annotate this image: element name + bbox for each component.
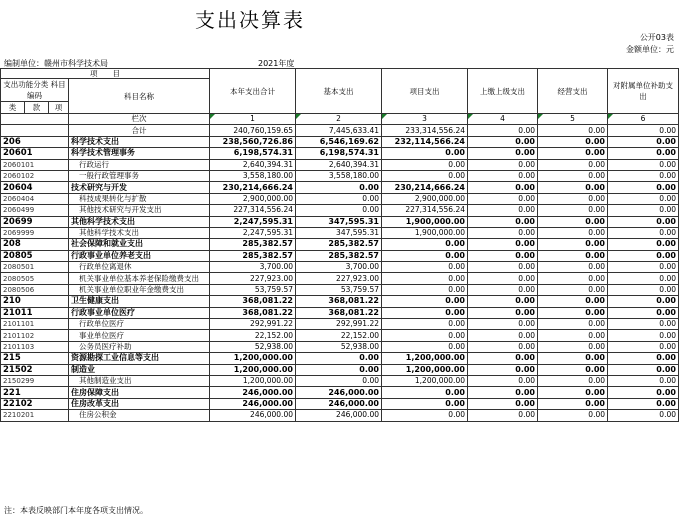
form-number: 公开03表 <box>639 33 674 42</box>
row-name: 其他制造业支出 <box>69 375 210 386</box>
sum-project: 233,314,556.24 <box>382 125 468 136</box>
row-total: 2,247,595.31 <box>210 227 296 238</box>
row-project: 0.00 <box>382 319 468 330</box>
row-upper: 0.00 <box>468 262 538 273</box>
row-name: 行政单位离退休 <box>69 262 210 273</box>
row-project: 0.00 <box>382 296 468 307</box>
row-project: 0.00 <box>382 387 468 398</box>
row-subsidy: 0.00 <box>608 341 679 352</box>
row-basic: 52,938.00 <box>296 341 382 352</box>
row-code: 20601 <box>1 148 69 159</box>
row-subsidy: 0.00 <box>608 375 679 386</box>
row-code: 2060101 <box>1 159 69 170</box>
row-business: 0.00 <box>538 182 608 193</box>
row-business: 0.00 <box>538 239 608 250</box>
row-code: 20805 <box>1 250 69 261</box>
row-basic: 347,595.31 <box>296 227 382 238</box>
colnum-6: 6 <box>608 114 679 125</box>
amount-unit: 金额单位：元 <box>626 45 674 54</box>
row-total: 1,200,000.00 <box>210 353 296 364</box>
row-code: 2210201 <box>1 410 69 421</box>
row-total: 246,000.00 <box>210 387 296 398</box>
row-business: 0.00 <box>538 250 608 261</box>
row-subsidy: 0.00 <box>608 205 679 216</box>
row-upper: 0.00 <box>468 353 538 364</box>
row-total: 53,759.57 <box>210 284 296 295</box>
row-project: 232,114,566.24 <box>382 136 468 147</box>
table-row <box>1 227 679 238</box>
row-business: 0.00 <box>538 284 608 295</box>
row-name: 住房公积金 <box>69 410 210 421</box>
row-upper: 0.00 <box>468 398 538 409</box>
table-row <box>1 170 679 181</box>
row-subsidy: 0.00 <box>608 239 679 250</box>
row-upper: 0.00 <box>468 375 538 386</box>
row-upper: 0.00 <box>468 148 538 159</box>
row-basic: 292,991.22 <box>296 319 382 330</box>
code-header: 支出功能分类 科目编码 <box>1 79 69 102</box>
row-basic: 0.00 <box>296 353 382 364</box>
row-basic: 227,923.00 <box>296 273 382 284</box>
row-business: 0.00 <box>538 387 608 398</box>
table-row <box>1 364 679 375</box>
row-basic: 0.00 <box>296 205 382 216</box>
row-name: 行政运行 <box>69 159 210 170</box>
row-upper: 0.00 <box>468 307 538 318</box>
row-subsidy: 0.00 <box>608 387 679 398</box>
table-row <box>1 296 679 307</box>
row-upper: 0.00 <box>468 364 538 375</box>
colnum-1: 1 <box>210 114 296 125</box>
row-project: 0.00 <box>382 284 468 295</box>
table-row <box>1 193 679 204</box>
sum-business: 0.00 <box>538 125 608 136</box>
sum-blank <box>1 125 69 136</box>
row-project: 0.00 <box>382 170 468 181</box>
row-name: 科学技术支出 <box>69 136 210 147</box>
row-subsidy: 0.00 <box>608 136 679 147</box>
row-code: 208 <box>1 239 69 250</box>
row-code: 22102 <box>1 398 69 409</box>
row-code: 2080506 <box>1 284 69 295</box>
row-name: 行政单位医疗 <box>69 319 210 330</box>
row-code: 21502 <box>1 364 69 375</box>
colnum-5: 5 <box>538 114 608 125</box>
row-name: 住房保障支出 <box>69 387 210 398</box>
row-project: 0.00 <box>382 239 468 250</box>
col-header-business: 经营支出 <box>538 69 608 114</box>
row-basic: 22,152.00 <box>296 330 382 341</box>
table-row <box>1 148 679 159</box>
col-header-subsidy: 对附属单位补助支出 <box>608 69 679 114</box>
table-row <box>1 398 679 409</box>
row-project: 1,200,000.00 <box>382 353 468 364</box>
row-business: 0.00 <box>538 148 608 159</box>
table-row <box>1 341 679 352</box>
row-upper: 0.00 <box>468 284 538 295</box>
row-total: 368,081.22 <box>210 296 296 307</box>
row-total: 1,200,000.00 <box>210 364 296 375</box>
sum-subsidy: 0.00 <box>608 125 679 136</box>
row-code: 2060499 <box>1 205 69 216</box>
row-total: 227,923.00 <box>210 273 296 284</box>
row-project: 0.00 <box>382 307 468 318</box>
row-subsidy: 0.00 <box>608 284 679 295</box>
row-code: 21011 <box>1 307 69 318</box>
row-basic: 0.00 <box>296 193 382 204</box>
row-basic: 246,000.00 <box>296 387 382 398</box>
row-code: 2080505 <box>1 273 69 284</box>
row-name: 事业单位医疗 <box>69 330 210 341</box>
row-project: 1,900,000.00 <box>382 227 468 238</box>
table-row <box>1 136 679 147</box>
row-project: 0.00 <box>382 410 468 421</box>
col-header-total: 本年支出合计 <box>210 69 296 114</box>
row-total: 246,000.00 <box>210 398 296 409</box>
row-basic: 0.00 <box>296 182 382 193</box>
row-upper: 0.00 <box>468 410 538 421</box>
table-row <box>1 216 679 227</box>
table-row <box>1 239 679 250</box>
table-row <box>1 262 679 273</box>
row-business: 0.00 <box>538 136 608 147</box>
row-subsidy: 0.00 <box>608 262 679 273</box>
table-row <box>1 182 679 193</box>
row-subsidy: 0.00 <box>608 410 679 421</box>
xiang-header: 项 <box>49 102 69 114</box>
row-business: 0.00 <box>538 375 608 386</box>
row-code: 210 <box>1 296 69 307</box>
row-upper: 0.00 <box>468 273 538 284</box>
row-subsidy: 0.00 <box>608 307 679 318</box>
sum-label: 合计 <box>69 125 210 136</box>
row-code: 20604 <box>1 182 69 193</box>
row-business: 0.00 <box>538 330 608 341</box>
row-business: 0.00 <box>538 216 608 227</box>
colnum-3: 3 <box>382 114 468 125</box>
reporting-organization: 编制单位：赣州市科学技术局 <box>4 59 108 68</box>
row-project: 1,200,000.00 <box>382 375 468 386</box>
row-subsidy: 0.00 <box>608 216 679 227</box>
row-basic: 0.00 <box>296 375 382 386</box>
row-name: 机关事业单位基本养老保险缴费支出 <box>69 273 210 284</box>
row-subsidy: 0.00 <box>608 353 679 364</box>
row-upper: 0.00 <box>468 193 538 204</box>
sum-upper: 0.00 <box>468 125 538 136</box>
row-upper: 0.00 <box>468 250 538 261</box>
row-subsidy: 0.00 <box>608 227 679 238</box>
row-subsidy: 0.00 <box>608 182 679 193</box>
row-subsidy: 0.00 <box>608 296 679 307</box>
table-row <box>1 284 679 295</box>
row-upper: 0.00 <box>468 227 538 238</box>
row-total: 368,081.22 <box>210 307 296 318</box>
table-row <box>1 250 679 261</box>
row-business: 0.00 <box>538 364 608 375</box>
rownum-blank <box>1 114 69 125</box>
colnum-4: 4 <box>468 114 538 125</box>
row-business: 0.00 <box>538 319 608 330</box>
table-row <box>1 410 679 421</box>
expenditure-table <box>0 68 679 422</box>
row-business: 0.00 <box>538 273 608 284</box>
row-total: 285,382.57 <box>210 250 296 261</box>
row-total: 3,558,180.00 <box>210 170 296 181</box>
row-upper: 0.00 <box>468 216 538 227</box>
row-business: 0.00 <box>538 353 608 364</box>
row-name: 公务员医疗补助 <box>69 341 210 352</box>
row-project: 1,200,000.00 <box>382 364 468 375</box>
row-name: 住房改革支出 <box>69 398 210 409</box>
row-code: 221 <box>1 387 69 398</box>
row-code: 2101103 <box>1 341 69 352</box>
row-subsidy: 0.00 <box>608 273 679 284</box>
row-business: 0.00 <box>538 341 608 352</box>
row-project: 1,900,000.00 <box>382 216 468 227</box>
row-basic: 3,700.00 <box>296 262 382 273</box>
row-subsidy: 0.00 <box>608 193 679 204</box>
row-project: 2,900,000.00 <box>382 193 468 204</box>
rownum-label: 栏次 <box>69 114 210 125</box>
row-business: 0.00 <box>538 205 608 216</box>
row-business: 0.00 <box>538 307 608 318</box>
row-total: 285,382.57 <box>210 239 296 250</box>
row-code: 2060404 <box>1 193 69 204</box>
row-business: 0.00 <box>538 170 608 181</box>
row-code: 2060102 <box>1 170 69 181</box>
row-upper: 0.00 <box>468 159 538 170</box>
row-business: 0.00 <box>538 398 608 409</box>
row-total: 238,560,726.86 <box>210 136 296 147</box>
row-business: 0.00 <box>538 296 608 307</box>
row-total: 246,000.00 <box>210 410 296 421</box>
kuan-header: 款 <box>25 102 49 114</box>
table-row <box>1 375 679 386</box>
row-subsidy: 0.00 <box>608 330 679 341</box>
row-basic: 368,081.22 <box>296 307 382 318</box>
col-header-basic: 基本支出 <box>296 69 382 114</box>
sum-basic: 7,445,633.41 <box>296 125 382 136</box>
row-total: 227,314,556.24 <box>210 205 296 216</box>
row-subsidy: 0.00 <box>608 398 679 409</box>
row-subsidy: 0.00 <box>608 319 679 330</box>
name-header: 科目名称 <box>69 79 210 114</box>
table-row <box>1 353 679 364</box>
row-upper: 0.00 <box>468 136 538 147</box>
row-code: 2150299 <box>1 375 69 386</box>
row-business: 0.00 <box>538 410 608 421</box>
col-header-project: 项目支出 <box>382 69 468 114</box>
fiscal-year: 2021年度 <box>258 59 295 68</box>
row-name: 机关事业单位职业年金缴费支出 <box>69 284 210 295</box>
row-name: 制造业 <box>69 364 210 375</box>
table-row <box>1 387 679 398</box>
row-basic: 368,081.22 <box>296 296 382 307</box>
row-upper: 0.00 <box>468 296 538 307</box>
row-subsidy: 0.00 <box>608 364 679 375</box>
row-total: 6,198,574.31 <box>210 148 296 159</box>
row-basic: 6,198,574.31 <box>296 148 382 159</box>
row-project: 0.00 <box>382 148 468 159</box>
row-basic: 246,000.00 <box>296 410 382 421</box>
row-subsidy: 0.00 <box>608 170 679 181</box>
row-code: 2080501 <box>1 262 69 273</box>
row-total: 3,700.00 <box>210 262 296 273</box>
page-title: 支出决算表 <box>195 8 305 32</box>
row-subsidy: 0.00 <box>608 159 679 170</box>
col-header-upper: 上缴上级支出 <box>468 69 538 114</box>
table-row <box>1 205 679 216</box>
row-upper: 0.00 <box>468 387 538 398</box>
table-row <box>1 159 679 170</box>
row-business: 0.00 <box>538 159 608 170</box>
row-business: 0.00 <box>538 193 608 204</box>
row-project: 0.00 <box>382 273 468 284</box>
row-name: 科学技术管理事务 <box>69 148 210 159</box>
row-code: 206 <box>1 136 69 147</box>
row-name: 资源勘探工业信息等支出 <box>69 353 210 364</box>
row-total: 2,640,394.31 <box>210 159 296 170</box>
row-project: 0.00 <box>382 262 468 273</box>
row-project: 0.00 <box>382 159 468 170</box>
row-code: 20699 <box>1 216 69 227</box>
row-name: 行政事业单位医疗 <box>69 307 210 318</box>
row-project: 0.00 <box>382 330 468 341</box>
row-business: 0.00 <box>538 262 608 273</box>
colnum-2: 2 <box>296 114 382 125</box>
row-name: 技术研究与开发 <box>69 182 210 193</box>
project-header: 项 目 <box>1 69 210 79</box>
table-row <box>1 319 679 330</box>
row-project: 230,214,666.24 <box>382 182 468 193</box>
row-subsidy: 0.00 <box>608 148 679 159</box>
row-upper: 0.00 <box>468 239 538 250</box>
row-project: 0.00 <box>382 250 468 261</box>
row-basic: 285,382.57 <box>296 239 382 250</box>
row-code: 2101102 <box>1 330 69 341</box>
row-total: 292,991.22 <box>210 319 296 330</box>
sum-total: 240,760,159.65 <box>210 125 296 136</box>
row-name: 行政事业单位养老支出 <box>69 250 210 261</box>
row-basic: 347,595.31 <box>296 216 382 227</box>
lei-header: 类 <box>1 102 25 114</box>
row-basic: 3,558,180.00 <box>296 170 382 181</box>
row-name: 卫生健康支出 <box>69 296 210 307</box>
row-upper: 0.00 <box>468 330 538 341</box>
row-project: 227,314,556.24 <box>382 205 468 216</box>
row-total: 230,214,666.24 <box>210 182 296 193</box>
row-total: 52,938.00 <box>210 341 296 352</box>
row-name: 一般行政管理事务 <box>69 170 210 181</box>
table-row <box>1 273 679 284</box>
row-code: 215 <box>1 353 69 364</box>
row-basic: 0.00 <box>296 364 382 375</box>
row-code: 2069999 <box>1 227 69 238</box>
row-project: 0.00 <box>382 398 468 409</box>
row-total: 22,152.00 <box>210 330 296 341</box>
row-basic: 6,546,169.62 <box>296 136 382 147</box>
row-basic: 246,000.00 <box>296 398 382 409</box>
row-project: 0.00 <box>382 341 468 352</box>
row-basic: 53,759.57 <box>296 284 382 295</box>
row-subsidy: 0.00 <box>608 250 679 261</box>
row-name: 其他科学技术支出 <box>69 227 210 238</box>
row-basic: 2,640,394.31 <box>296 159 382 170</box>
row-business: 0.00 <box>538 227 608 238</box>
table-row <box>1 307 679 318</box>
row-upper: 0.00 <box>468 341 538 352</box>
row-total: 2,900,000.00 <box>210 193 296 204</box>
row-total: 1,200,000.00 <box>210 375 296 386</box>
row-name: 科技成果转化与扩散 <box>69 193 210 204</box>
row-name: 社会保障和就业支出 <box>69 239 210 250</box>
row-upper: 0.00 <box>468 205 538 216</box>
row-upper: 0.00 <box>468 170 538 181</box>
row-code: 2101101 <box>1 319 69 330</box>
footnote: 注：本表反映部门本年度各项支出情况。 <box>4 506 148 515</box>
row-upper: 0.00 <box>468 319 538 330</box>
row-upper: 0.00 <box>468 182 538 193</box>
table-row <box>1 330 679 341</box>
row-total: 2,247,595.31 <box>210 216 296 227</box>
row-basic: 285,382.57 <box>296 250 382 261</box>
row-name: 其他技术研究与开发支出 <box>69 205 210 216</box>
row-name: 其他科学技术支出 <box>69 216 210 227</box>
